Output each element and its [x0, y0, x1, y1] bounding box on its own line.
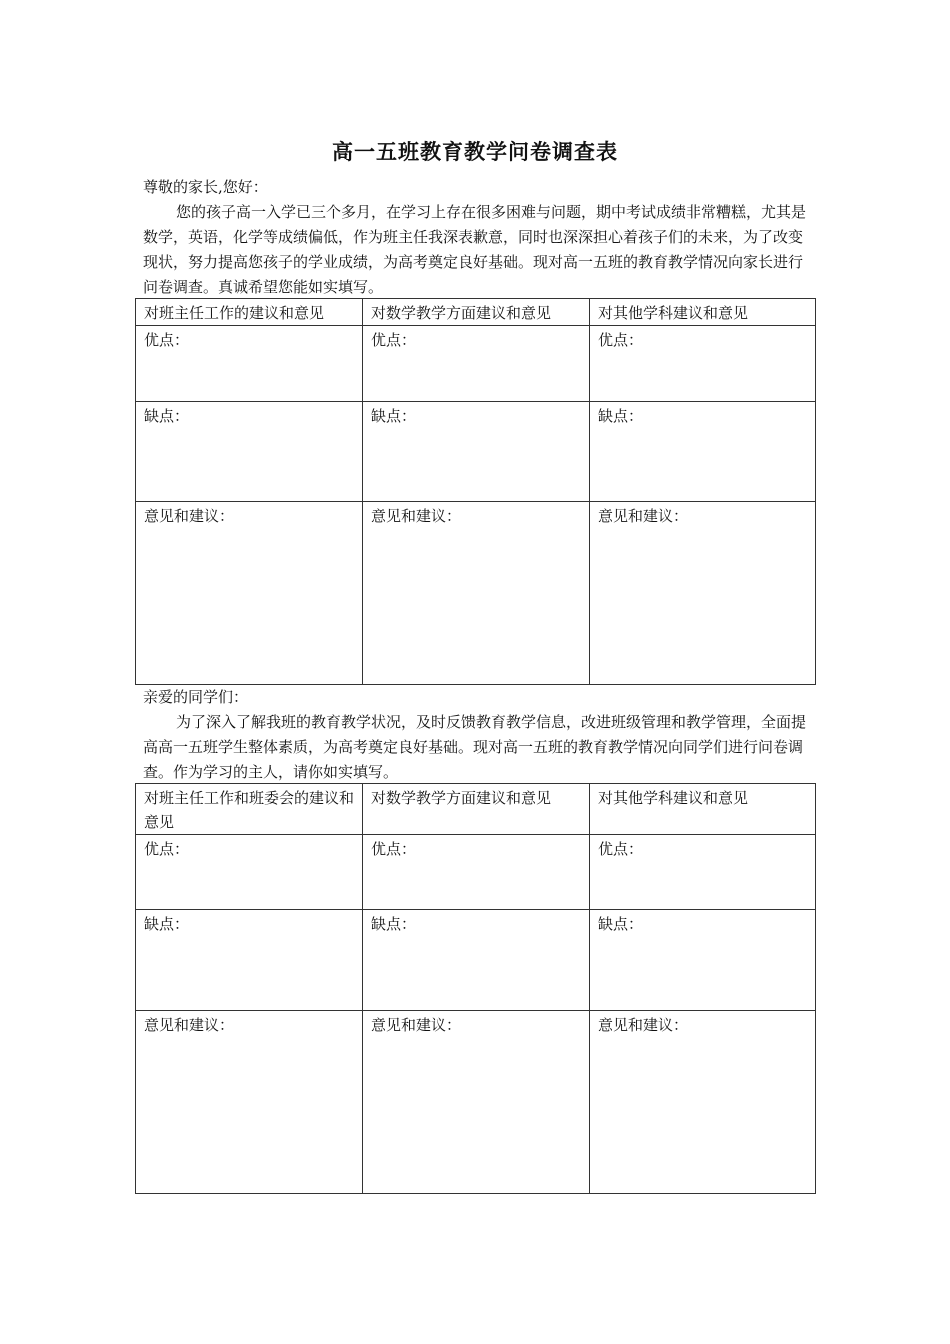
- suggestions-cell[interactable]: 意见和建议：: [590, 1011, 816, 1194]
- parents-survey-table: [135, 298, 816, 685]
- strengths-cell[interactable]: 优点：: [590, 326, 816, 402]
- weaknesses-cell[interactable]: 缺点：: [590, 910, 816, 1011]
- header-homeroom-committee: 对班主任工作和班委会的建议和意见: [136, 784, 363, 835]
- suggestions-cell[interactable]: 意见和建议：: [363, 1011, 590, 1194]
- table-row: [136, 835, 816, 910]
- strengths-cell[interactable]: 优点：: [590, 835, 816, 910]
- page-title: 高一五班教育教学问卷调查表: [332, 139, 618, 164]
- parents-intro: 您的孩子高一入学已三个多月，在学习上存在很多困难与问题，期中考试成绩非常糟糕，尤其是数学，英语，化学等成绩偏低，作为班主任我深表歉意，同时也深深担心着孩子们的未来，为了改变现状，努力提高您孩子的学业成绩，为高考奠定良好基础。现对高一五班的教育教学情况向家长进行问卷调查。真诚希望您能如实填写。: [143, 203, 807, 296]
- table-row: [136, 402, 816, 502]
- strengths-cell[interactable]: 优点：: [136, 326, 363, 402]
- header-other-subjects: 对其他学科建议和意见: [590, 299, 816, 326]
- suggestions-cell[interactable]: 意见和建议：: [136, 502, 363, 685]
- table-header-row: [136, 299, 816, 326]
- header-math: 对数学教学方面建议和意见: [363, 784, 590, 835]
- students-greeting: 亲爱的同学们：: [143, 688, 249, 706]
- table-header-row: [136, 784, 816, 835]
- suggestions-cell[interactable]: 意见和建议：: [136, 1011, 363, 1194]
- table-row: [136, 502, 816, 685]
- strengths-cell[interactable]: 优点：: [363, 326, 590, 402]
- suggestions-cell[interactable]: 意见和建议：: [363, 502, 590, 685]
- weaknesses-cell[interactable]: 缺点：: [136, 402, 363, 502]
- strengths-cell[interactable]: 优点：: [136, 835, 363, 910]
- table-row: [136, 910, 816, 1011]
- strengths-cell[interactable]: 优点：: [363, 835, 590, 910]
- header-other-subjects: 对其他学科建议和意见: [590, 784, 816, 835]
- weaknesses-cell[interactable]: 缺点：: [363, 910, 590, 1011]
- header-math: 对数学教学方面建议和意见: [363, 299, 590, 326]
- table-row: [136, 326, 816, 402]
- table-row: [136, 1011, 816, 1194]
- suggestions-cell[interactable]: 意见和建议：: [590, 502, 816, 685]
- weaknesses-cell[interactable]: 缺点：: [136, 910, 363, 1011]
- weaknesses-cell[interactable]: 缺点：: [590, 402, 816, 502]
- weaknesses-cell[interactable]: 缺点：: [363, 402, 590, 502]
- students-survey-table: [135, 783, 816, 1194]
- students-intro: 为了深入了解我班的教育教学状况，及时反馈教育教学信息，改进班级管理和教学管理，全面提高高一五班学生整体素质，为高考奠定良好基础。现对高一五班的教育教学情况向同学们进行问卷调查。作为学习的主人，请你如实填写。: [143, 713, 807, 781]
- parents-greeting: 尊敬的家长,您好：: [143, 178, 268, 196]
- header-homeroom: 对班主任工作的建议和意见: [136, 299, 363, 326]
